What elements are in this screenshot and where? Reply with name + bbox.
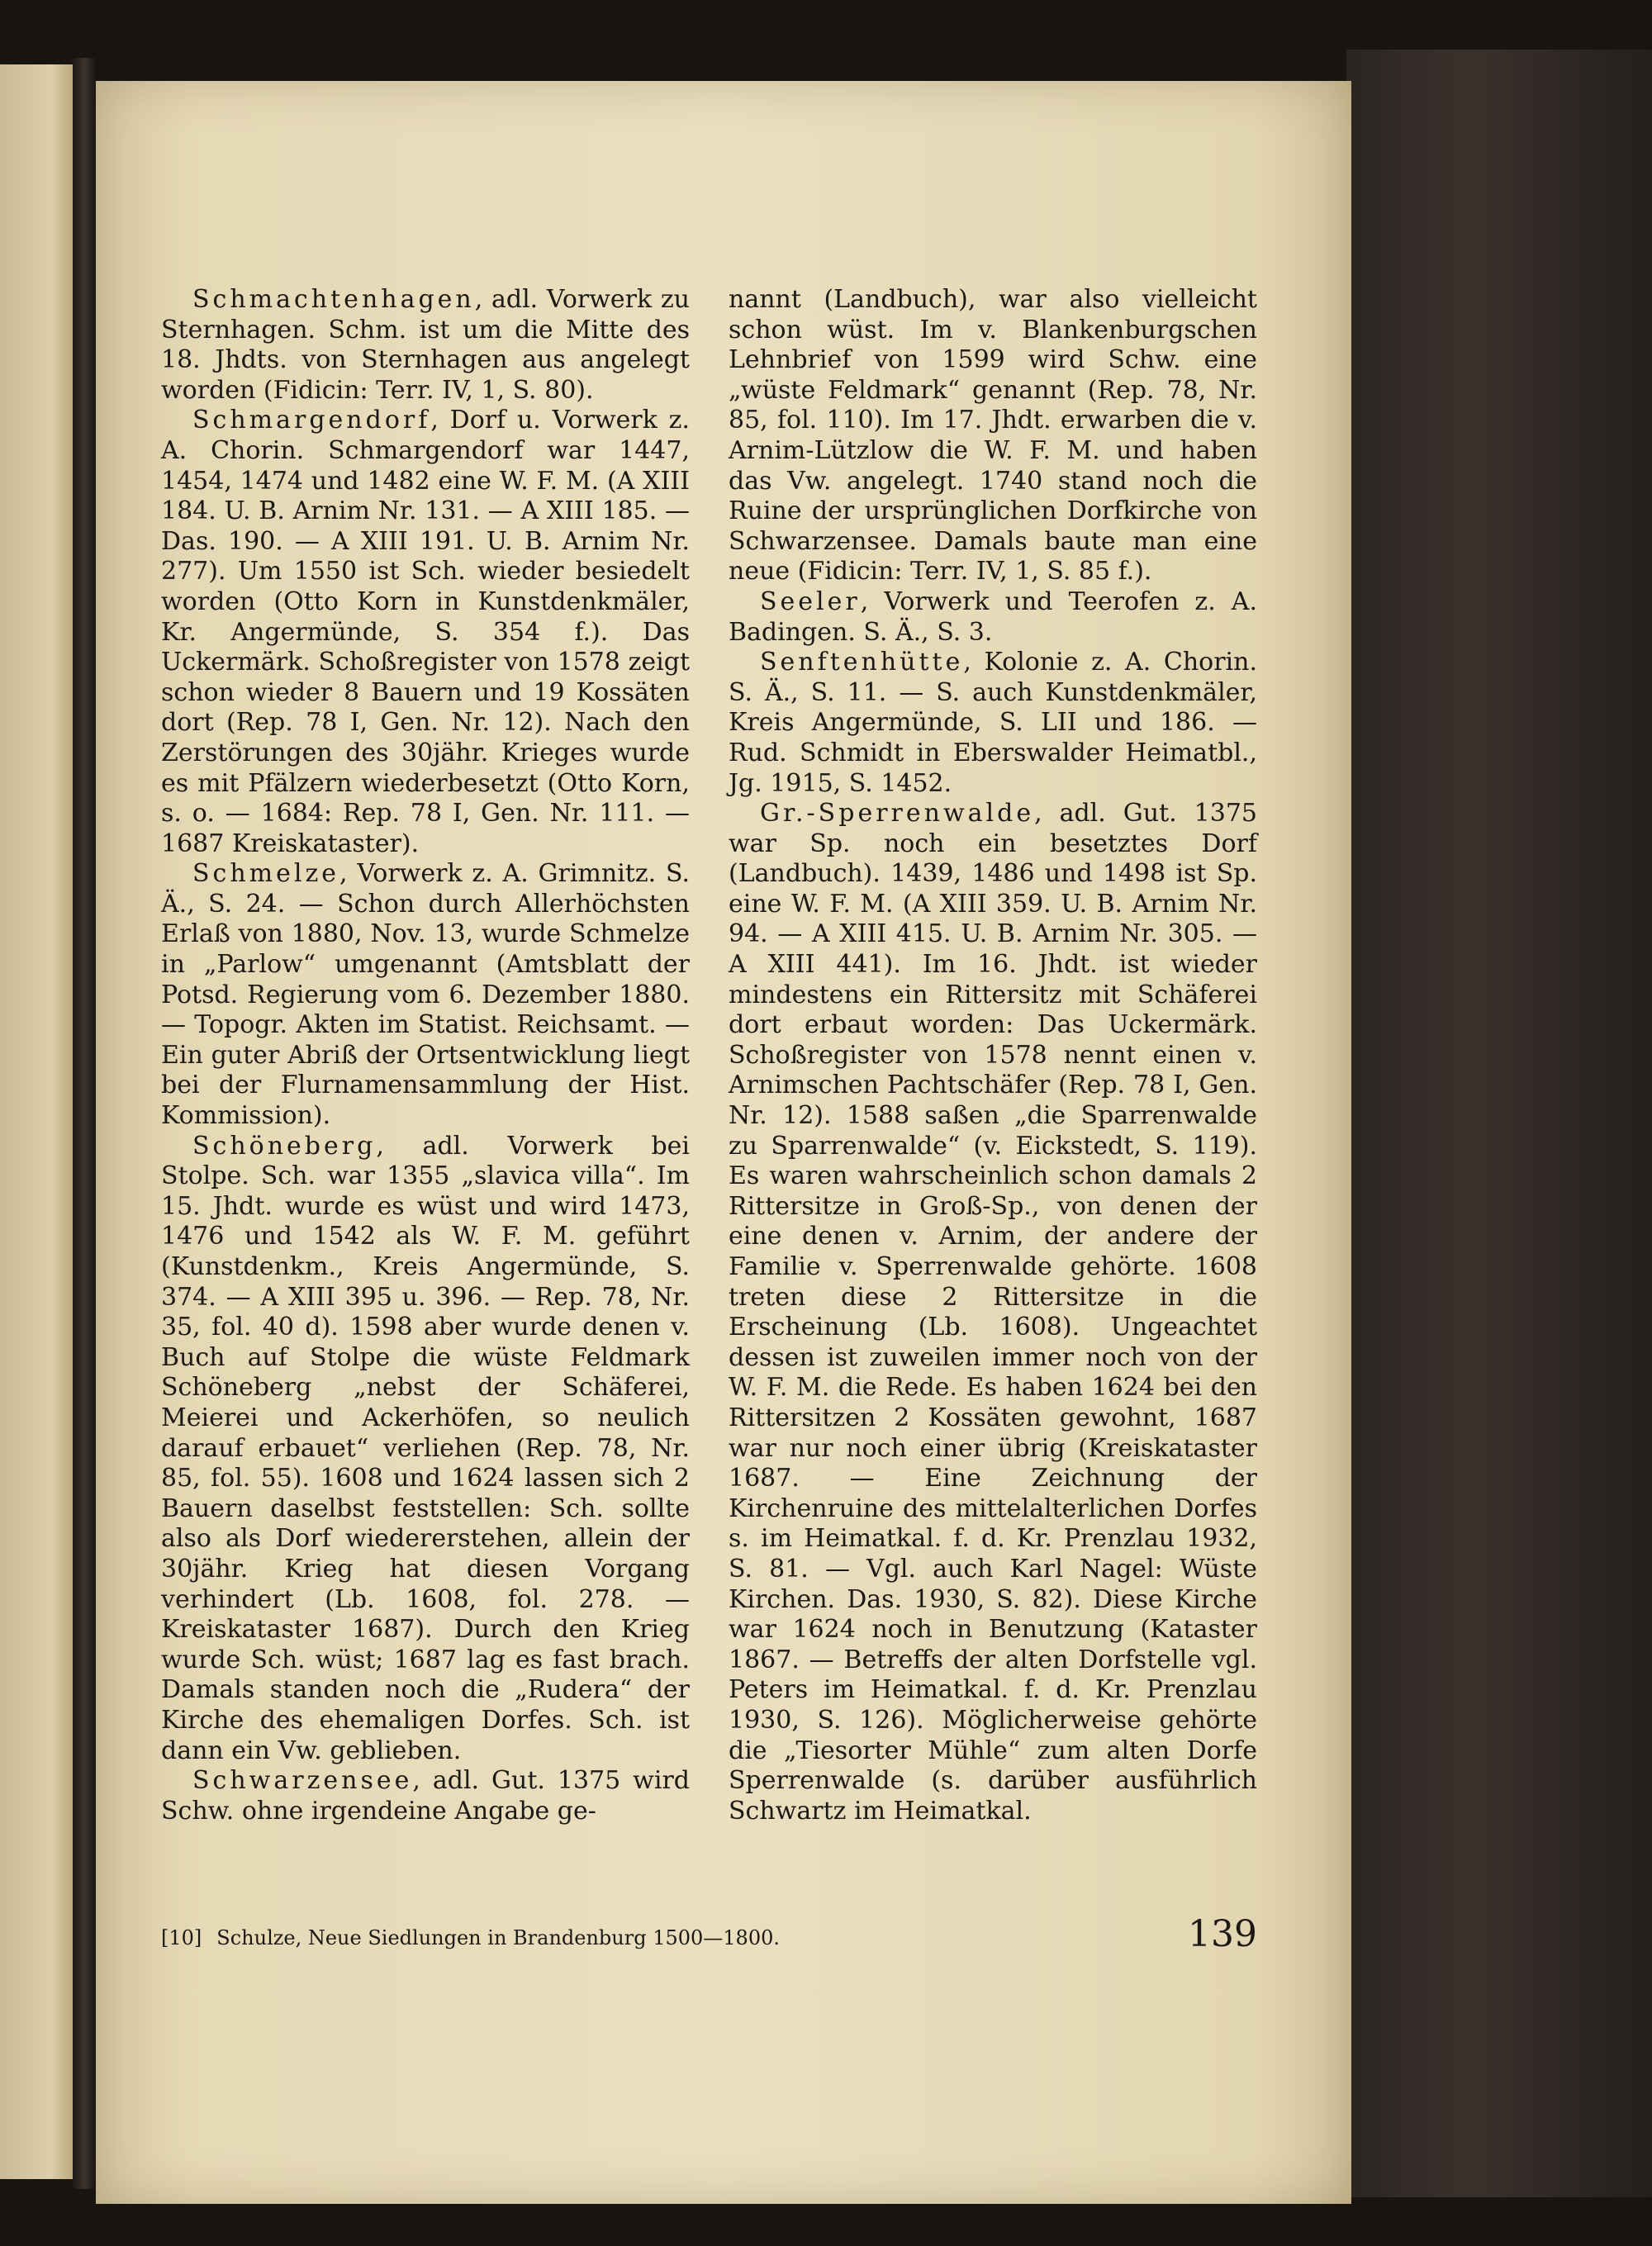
entry-headword: Schöneberg <box>192 1131 377 1161</box>
entry-schwarzensee-continued <box>729 285 1257 587</box>
book-gutter <box>73 58 96 2189</box>
entry-schmargendorf <box>161 406 690 859</box>
entry-seeler <box>729 587 1257 648</box>
left-text-column <box>161 285 690 1826</box>
previous-page-edge <box>0 64 75 2179</box>
right-text-column <box>729 285 1257 1826</box>
entry-schoeneberg <box>161 1132 690 1766</box>
entry-text: , adl. Vorwerk zu Sternhagen. Schm. ist um die Mitte des 18. Jhdts. von Sternhagen aus angelegt worden (Fidicin: Terr. IV, 1, S. 80). <box>161 285 690 405</box>
entry-headword: Schwarzensee <box>192 1766 413 1796</box>
entry-gr-sperrenwalde <box>729 799 1257 1826</box>
entry-schmelze <box>161 859 690 1131</box>
entry-text: , Kolonie z. A. Chorin. S. Ä., S. 11. — S. auch Kunstdenkmäler, Kreis Angermünde, S. LII und 186. — Rud. Schmidt in Eberswalder Heimatbl., Jg. 1915, S. 1452. <box>729 648 1257 798</box>
book-cover-edge <box>1346 50 1652 2197</box>
entry-headword: Seeler <box>760 586 861 616</box>
entry-senftenhuette <box>729 648 1257 799</box>
entry-schwarzensee <box>161 1766 690 1826</box>
entry-schmachtenhagen <box>161 285 690 406</box>
entry-text: , adl. Vorwerk bei Stolpe. Sch. war 1355 „slavica villa“. Im 15. Jhdt. wurde es wüst und wird 1473, 1476 und 1542 als W. F. M. geführt (Kunstdenkm., Kreis Angermünde, S. 374. — A XIII 395 u. 396. — Rep. 78, Nr. 35, fol. 40 d). 1598 aber wurde denen v. Buch auf Stolpe die wüste Feldmark Schöneberg „nebst der Schäferei, Meierei und Ackerhöfen, so neulich darauf erbauet“ verliehen (Rep. 78, Nr. 85, fol. 55). 1608 und 1624 lassen sich 2 Bauern daselbst feststellen: Sch. sollte also als Dorf wiedererstehen, allein der 30jähr. Krieg hat diesen Vorgang verhindert (Lb. 1608, fol. 278. — Kreiskataster 1687). Durch den Krieg wurde Sch. wüst; 1687 lag es fast brach. Damals standen noch die „Rudera“ der Kirche des ehemaligen Dorfes. Sch. ist dann ein Vw. geblieben. <box>161 1131 690 1765</box>
entry-headword: Schmelze <box>192 859 340 889</box>
entry-headword: Senftenhütte <box>760 648 964 677</box>
entry-text: , Dorf u. Vorwerk z. A. Chorin. Schmargendorf war 1447, 1454, 1474 und 1482 eine W. F. M. (A XIII 184. U. B. Arnim Nr. 131. — A XIII 185. — Das. 190. — A XIII 191. U. B. Arnim Nr. 277). Um 1550 ist Sch. wieder besiedelt worden (Otto Korn in Kunstdenkmäler, Kr. Angermünde, S. 354 f.). Das Uckermärk. Schoßregister von 1578 zeigt schon wieder 8 Bauern und 19 Kossäten dort (Rep. 78 I, Gen. Nr. 12). Nach den Zerstörungen des 30jähr. Krieges wurde es mit Pfälzern wiederbesetzt (Otto Korn, s. o. — 1684: Rep. 78 I, Gen. Nr. 111. — 1687 Kreiskataster). <box>161 406 690 858</box>
page-footer <box>161 1913 1257 1954</box>
entry-text: , adl. Gut. 1375 wird Schw. ohne irgendeine Angabe ge- <box>161 1766 690 1826</box>
entry-text: , Vorwerk z. A. Grimnitz. S. Ä., S. 24. — Schon durch Allerhöchsten Erlaß von 1880, Nov. 13, wurde Schmelze in „Parlow“ umgenannt (Amtsblatt der Potsd. Regierung vom 6. Dezember 1880. — Topogr. Akten im Statist. Reichsamt. — Ein guter Abriß der Ortsentwicklung liegt bei der Flurnamensammlung der Hist. Kommission). <box>161 859 690 1131</box>
printer-signature <box>161 1926 780 1949</box>
entry-text: , Vorwerk und Teerofen z. A. Badingen. S. Ä., S. 3. <box>729 586 1257 647</box>
page-number: 139 <box>1188 1913 1257 1955</box>
entry-headword: Gr.-Sperrenwalde <box>760 799 1035 829</box>
entry-text: , adl. Gut. 1375 war Sp. noch ein besetztes Dorf (Landbuch). 1439, 1486 und 1498 ist Sp. eine W. F. M. (A XIII 359. U. B. Arnim Nr. 94. — A XIII 415. U. B. Arnim Nr. 305. — A XIII 441). Im 16. Jhdt. ist wieder mindestens ein Rittersitz mit Schäferei dort erbaut worden: Das Uckermärk. Schoßregister von 1578 nennt einen v. Arnimschen Pachtschäfer (Rep. 78 I, Gen. Nr. 12). 1588 saßen „die Sparrenwalde zu Sparrenwalde“ (v. Eickstedt, S. 119). Es waren wahrscheinlich schon damals 2 Rittersitze in Groß-Sp., von denen der eine denen v. Arnim, der andere der Familie v. Sperrenwalde gehörte. 1608 treten diese 2 Rittersitze in die Erscheinung (Lb. 1608). Ungeachtet dessen ist zuweilen immer noch von der W. F. M. die Rede. Es haben 1624 bei den Rittersitzen 2 Kossäten gewohnt, 1687 war nur noch einer übrig (Kreiskataster 1687. — Eine Zeichnung der Kirchenruine des mittelalterlichen Dorfes s. im Heimatkal. f. d. Kr. Prenzlau 1932, S. 81. — Vgl. auch Karl Nagel: Wüste Kirchen. Das. 1930, S. 82). Diese Kirche war 1624 noch in Benutzung (Kataster 1867. — Betreffs der alten Dorfstelle vgl. Peters im Heimatkal. f. d. Kr. Prenzlau 1930, S. 126). Möglicherweise gehörte die „Tiesorter Mühle“ zum alten Dorfe Sperrenwalde (s. darüber ausführlich Schwartz im Heimatkal. <box>729 799 1257 1826</box>
signature-title: Schulze, Neue Siedlungen in Brandenburg 1500—1800. <box>216 1926 780 1949</box>
signature-number: [10] <box>161 1926 202 1949</box>
entry-headword: Schmargendorf <box>192 406 431 435</box>
entry-text: nannt (Landbuch), war also vielleicht schon wüst. Im v. Blankenburgschen Lehnbrief von 1599 wird Schw. eine „wüste Feldmark“ genannt (Rep. 78, Nr. 85, fol. 110). Im 17. Jhdt. erwarben die v. Arnim-Lützlow die W. F. M. und haben das Vw. angelegt. 1740 stand noch die Ruine der ursprünglichen Dorfkirche von Schwarzensee. Damals baute man eine neue (Fidicin: Terr. IV, 1, S. 85 f.). <box>729 285 1257 586</box>
entry-headword: Schmachtenhagen <box>192 285 475 314</box>
